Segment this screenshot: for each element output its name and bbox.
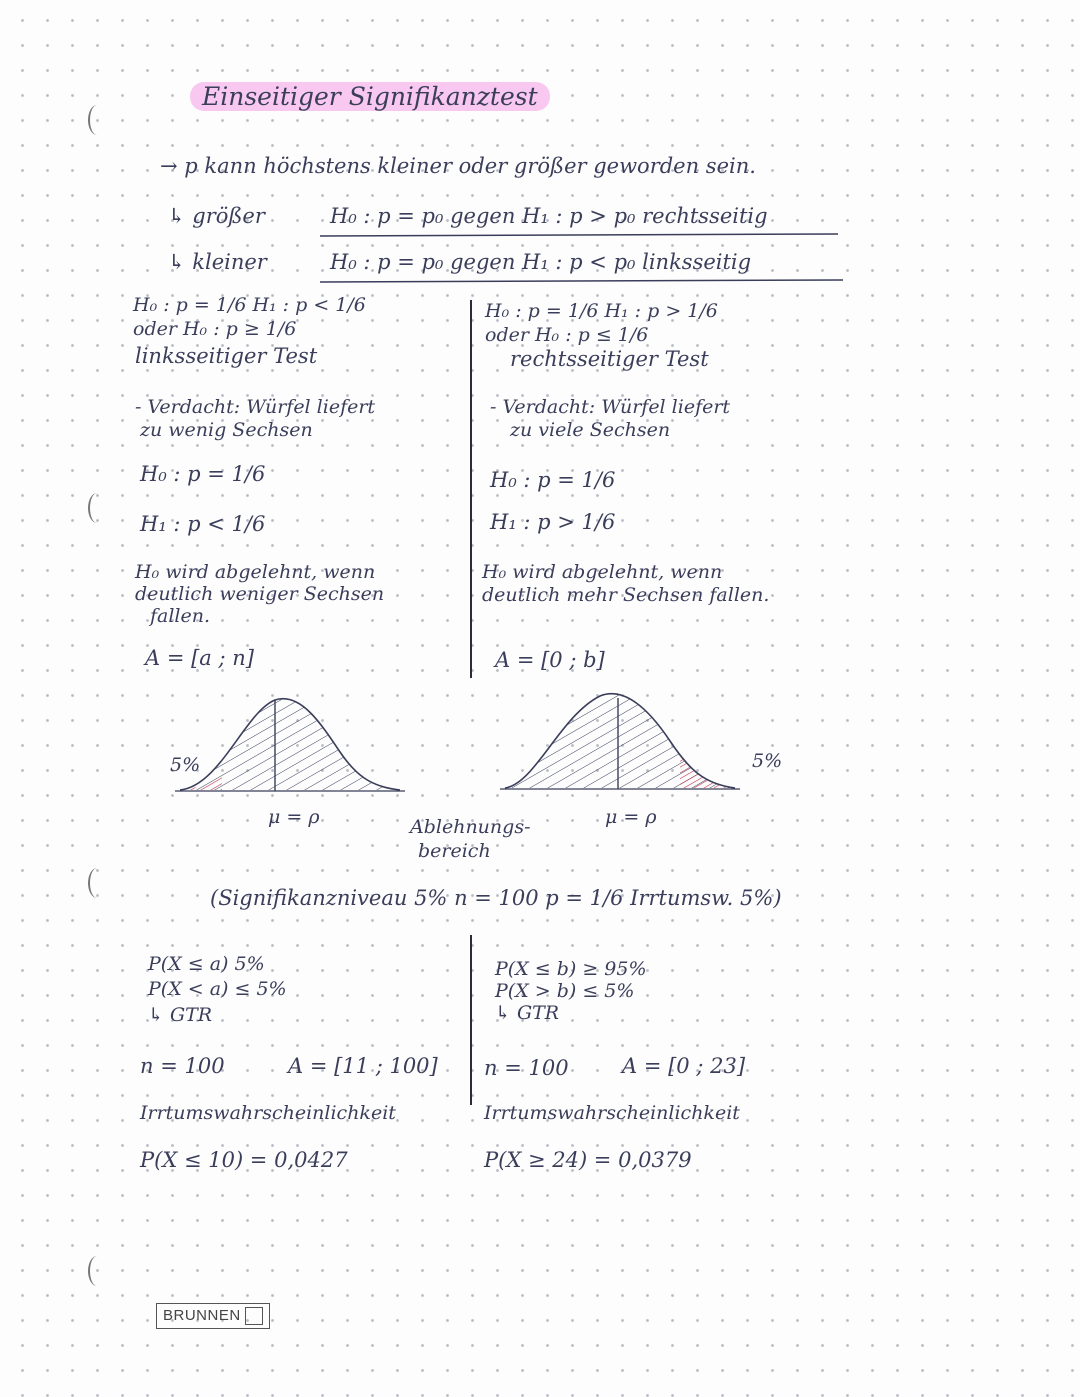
left-heading: linksseitiger Test [135, 344, 318, 368]
page-title: Einseitiger Signifikanztest [190, 82, 550, 111]
right-suspicion-1: - Verdacht: Würfel liefert [490, 396, 731, 418]
rejection-region-label-2: bereich [418, 840, 491, 862]
right-alpha-label: 5% [752, 750, 783, 772]
left-error-value: P(X ≤ 10) = 0,0427 [140, 1148, 348, 1172]
right-condition-3: ↳ GTR [495, 1002, 560, 1024]
brunnen-mark-icon [245, 1307, 263, 1325]
right-error-label: Irrtumswahrscheinlichkeit [484, 1102, 740, 1124]
left-acceptance-region: A = [a ; n] [145, 646, 254, 670]
rejection-region-label-1: Ablehnungs- [410, 816, 531, 838]
right-h0: H₀ : p = 1/6 [490, 468, 616, 492]
left-result-region: A = [11 ; 100] [288, 1054, 438, 1078]
punch-hole [88, 105, 106, 135]
left-condition-3: ↳ GTR [148, 1004, 213, 1026]
right-h1: H₁ : p > 1/6 [490, 510, 616, 534]
right-condition-1: P(X ≤ b) ≥ 95% [495, 958, 647, 980]
right-result-region: A = [0 ; 23] [622, 1054, 746, 1078]
left-hypotheses: H₀ : p = 1/6 H₁ : p < 1/6 [133, 294, 366, 316]
right-condition-2: P(X > b) ≤ 5% [495, 980, 635, 1002]
left-suspicion-2: zu wenig Sechsen [140, 419, 313, 441]
right-mean-label: μ = ρ [605, 806, 657, 828]
right-suspicion-2: zu viele Sechsen [510, 419, 671, 441]
divider-bottom [470, 935, 472, 1105]
intro-hypothesis-left: H₀ : p = p₀ gegen H₁ : p < p₀ linksseitig [330, 250, 752, 274]
left-reject-3: fallen. [150, 605, 211, 627]
left-distribution-curve [150, 692, 410, 802]
right-hypotheses: H₀ : p = 1/6 H₁ : p > 1/6 [485, 300, 718, 322]
right-heading: rechtsseitiger Test [510, 347, 709, 371]
right-hypothesis-alt: oder H₀ : p ≤ 1/6 [485, 324, 649, 346]
significance-summary: (Signifikanzniveau 5% n = 100 p = 1/6 Irrtumsw. 5%) [210, 886, 782, 910]
right-acceptance-region: A = [0 ; b] [495, 648, 605, 672]
left-h1: H₁ : p < 1/6 [140, 512, 266, 536]
left-suspicion-1: - Verdacht: Würfel liefert [135, 396, 376, 418]
left-condition-1: P(X ≤ a) 5% [148, 953, 265, 975]
left-hypothesis-alt: oder H₀ : p ≥ 1/6 [133, 318, 297, 340]
punch-hole [88, 493, 106, 523]
right-reject-1: H₀ wird abgelehnt, wenn [482, 561, 723, 583]
divider-top [470, 300, 472, 678]
left-reject-2: deutlich weniger Sechsen [135, 583, 385, 605]
underlines [318, 232, 858, 292]
right-n: n = 100 [484, 1056, 569, 1080]
intro-hypothesis-right: H₀ : p = p₀ gegen H₁ : p > p₀ rechtsseitig [330, 204, 768, 228]
right-reject-2: deutlich mehr Sechsen fallen. [482, 584, 770, 606]
left-reject-1: H₀ wird abgelehnt, wenn [135, 561, 376, 583]
right-distribution-curve [490, 686, 750, 801]
brunnen-logo [156, 1303, 270, 1329]
intro-arrow-smaller: ↳ kleiner [168, 250, 267, 274]
left-n: n = 100 [140, 1054, 225, 1078]
punch-hole [88, 868, 106, 898]
intro-line: → p kann höchstens kleiner oder größer geworden sein. [160, 154, 756, 178]
intro-arrow-greater: ↳ größer [168, 204, 265, 228]
right-error-value: P(X ≥ 24) = 0,0379 [484, 1148, 692, 1172]
left-error-label: Irrtumswahrscheinlichkeit [140, 1102, 396, 1124]
left-alpha-label: 5% [170, 754, 201, 776]
left-h0: H₀ : p = 1/6 [140, 462, 266, 486]
left-mean-label: μ = ρ [268, 806, 320, 828]
left-condition-2: P(X < a) ≤ 5% [148, 978, 287, 1000]
punch-hole [88, 1256, 106, 1286]
brunnen-logo-text: BRUNNEN [163, 1307, 241, 1324]
